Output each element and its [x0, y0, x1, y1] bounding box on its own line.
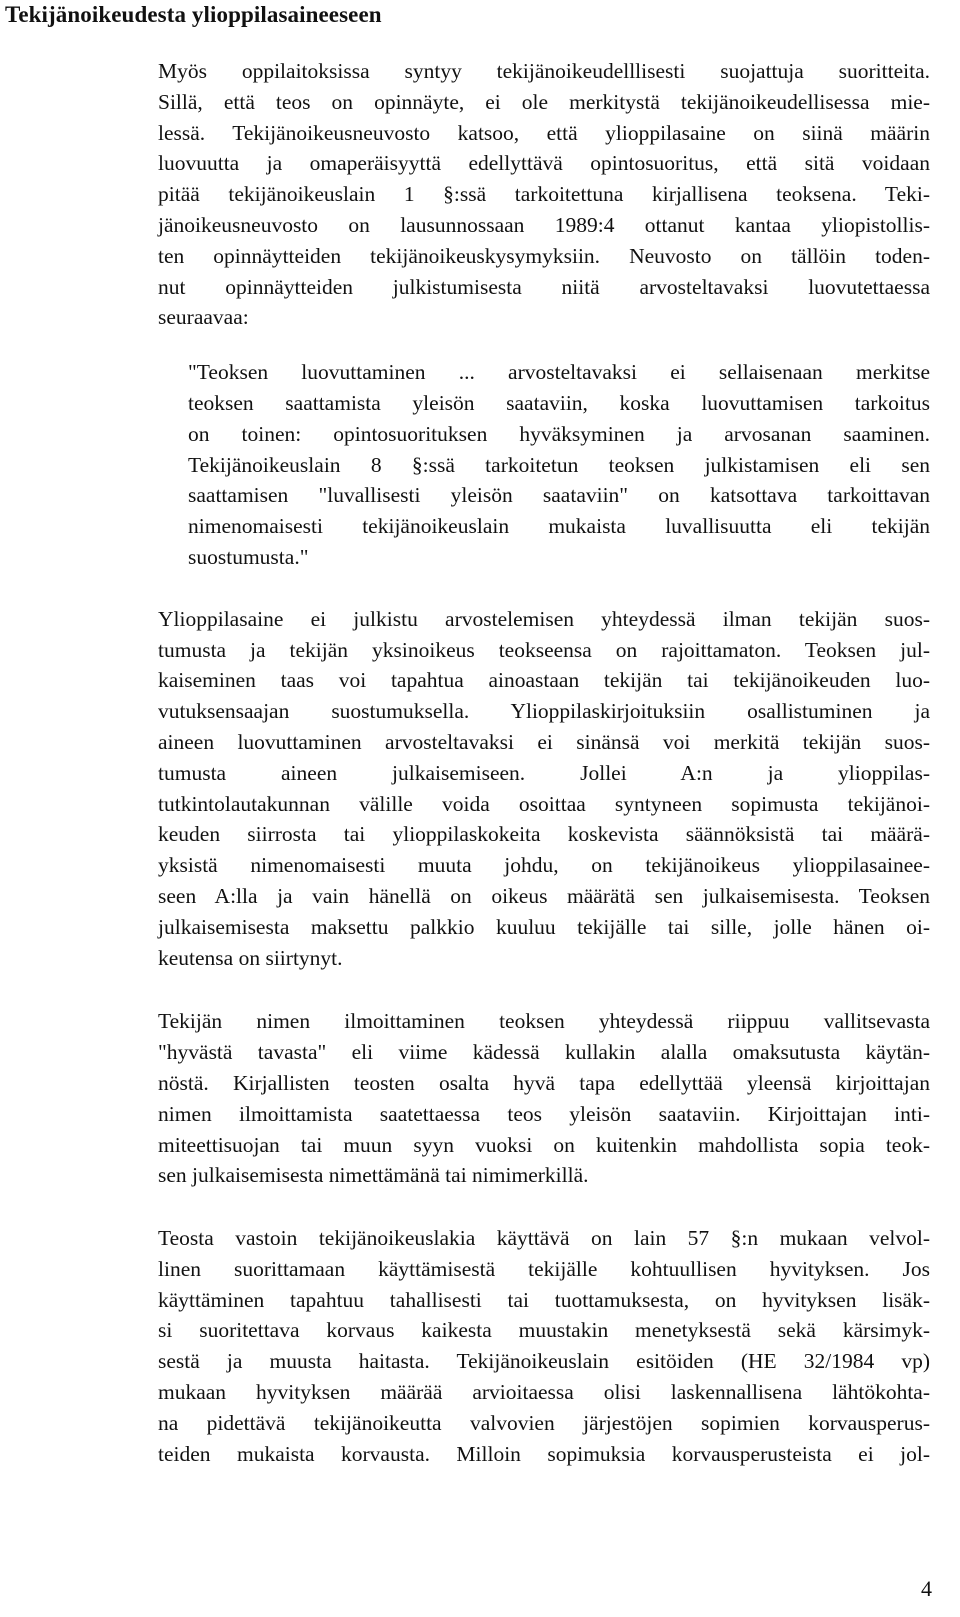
text-line: keuden siirrosta tai ylioppilaskokeita koskevista säännöksistä tai määrä-	[158, 822, 930, 847]
text-line: "Teoksen luovuttaminen ... arvosteltavaksi ei sellaisenaan merkitse	[188, 360, 930, 385]
text-line: Tekijänoikeuslain 8 §:ssä tarkoitetun teoksen julkistamisen eli sen	[188, 452, 930, 477]
text-line: teoksen saattamista yleisön saataviin, koska luovuttamisen tarkoitus	[188, 390, 930, 415]
text-line: luovuutta ja omaperäisyyttä edellyttävä opintosuoritus, että sitä voidaan	[158, 151, 930, 176]
text-line: tutkintolautakunnan välille voida osoittaa syntyneen sopimusta tekijänoi-	[158, 791, 930, 816]
text-line: saattamisen "luvallisesti yleisön saataviin" on katsottava tarkoittavan	[188, 483, 930, 508]
text-line: Sillä, että teos on opinnäyte, ei ole merkitystä tekijänoikeudellisessa mie-	[158, 89, 930, 114]
text-line: kaiseminen taas voi tapahtua ainoastaan tekijän tai tekijänoikeuden luo-	[158, 668, 930, 693]
paragraph-intro	[158, 56, 930, 333]
text-line: nöstä. Kirjallisten teosten osalta hyvä tapa edellyttää yleensä kirjoittajan	[158, 1070, 930, 1095]
page-number: 4	[921, 1576, 932, 1601]
text-line: Myös oppilaitoksissa syntyy tekijänoikeudelllisesti suojattuja suoritteita.	[158, 59, 930, 83]
text-line: aineen luovuttaminen arvosteltavaksi ei sinänsä voi merkitä tekijän suos-	[158, 729, 930, 754]
text-line: linen suorittamaan käyttämisestä tekijälle kohtuullisen hyvityksen. Jos	[158, 1256, 930, 1281]
text-line: miteettisuojan tai muun syyn vuoksi on kuitenkin mahdollista sopia teok-	[158, 1132, 930, 1157]
text-line: sestä ja muusta haitasta. Tekijänoikeuslain esitöiden (HE 32/1984 vp)	[158, 1349, 930, 1374]
document-title: Tekijänoikeudesta ylioppilasaineeseen	[5, 2, 382, 27]
text-line: pitää tekijänoikeuslain 1 §:ssä tarkoitettuna kirjallisena teoksena. Teki-	[158, 182, 930, 207]
text-line: sen julkaisemisesta nimettämänä tai nimimerkillä.	[158, 1163, 589, 1188]
text-line: Tekijän nimen ilmoittaminen teoksen yhteydessä riippuu vallitsevasta	[158, 1009, 930, 1034]
text-line: lessä. Tekijänoikeusneuvosto katsoo, että ylioppilasaine on siinä määrin	[158, 120, 930, 145]
text-line: jänoikeusneuvosto on lausunnossaan 1989:4 ottanut kantaa yliopistollis-	[158, 212, 930, 237]
text-line: na pidettävä tekijänoikeutta valvovien järjestöjen sopimien korvausperus-	[158, 1410, 930, 1435]
text-line: yksistä nimenomaisesti muuta johdu, on tekijänoikeus ylioppilasainee-	[158, 853, 930, 878]
text-line: nimen ilmoittamista saatettaessa teos yleisön saataviin. Kirjoittajan inti-	[158, 1101, 930, 1126]
text-line: tumusta aineen julkaisemiseen. Jollei A:n ja ylioppilas-	[158, 760, 930, 785]
text-line: tumusta ja tekijän yksinoikeus teokseensa on rajoittamaton. Teoksen jul-	[158, 637, 930, 662]
text-line: seen A:lla ja vain hänellä on oikeus määrätä sen julkaisemisesta. Teoksen	[158, 883, 930, 908]
text-line: mukaan hyvityksen määrää arvioitaessa olisi laskennallisena lähtökohta-	[158, 1380, 930, 1405]
text-line: on toinen: opintosuorituksen hyväksyminen ja arvosanan saaminen.	[188, 421, 930, 446]
text-line: si suoritettava korvaus kaikesta muustakin menetyksestä sekä kärsimyk-	[158, 1318, 930, 1343]
text-line: seuraavaa:	[158, 305, 249, 330]
text-line: Teosta vastoin tekijänoikeuslakia käyttävä on lain 57 §:n mukaan velvol-	[158, 1226, 930, 1251]
paragraph-ylioppilasaine	[158, 604, 930, 974]
paragraph-hyvitys	[158, 1223, 930, 1469]
text-line: julkaisemisesta maksettu palkkio kuuluu tekijälle tai sille, jolle hänen oi-	[158, 914, 930, 939]
text-line: nimenomaisesti tekijänoikeuslain mukaista luvallisuutta eli tekijän	[188, 514, 930, 539]
text-line: "hyvästä tavasta" eli viime kädessä kullakin alalla omaksutusta käytän-	[158, 1040, 930, 1065]
block-quote	[188, 357, 930, 573]
text-line: teiden mukaista korvausta. Milloin sopimuksia korvausperusteista ei jol-	[158, 1441, 930, 1466]
document-body	[158, 56, 930, 1469]
text-line: ten opinnäytteiden tekijänoikeuskysymyksiin. Neuvosto on tällöin toden-	[158, 243, 930, 268]
text-line: keutensa on siirtynyt.	[158, 945, 343, 970]
text-line: käyttäminen tapahtuu tahallisesti tai tuottamuksesta, on hyvityksen lisäk-	[158, 1287, 930, 1312]
text-line: vutuksensaajan suostumuksella. Ylioppilaskirjoituksiin osallistuminen ja	[158, 699, 930, 724]
text-line: suostumusta."	[188, 544, 309, 569]
paragraph-tekijan-nimi	[158, 1006, 930, 1191]
text-line: Ylioppilasaine ei julkistu arvostelemisen yhteydessä ilman tekijän suos-	[158, 606, 930, 631]
text-line: nut opinnäytteiden julkistumisesta niitä arvosteltavaksi luovutettaessa	[158, 274, 930, 299]
